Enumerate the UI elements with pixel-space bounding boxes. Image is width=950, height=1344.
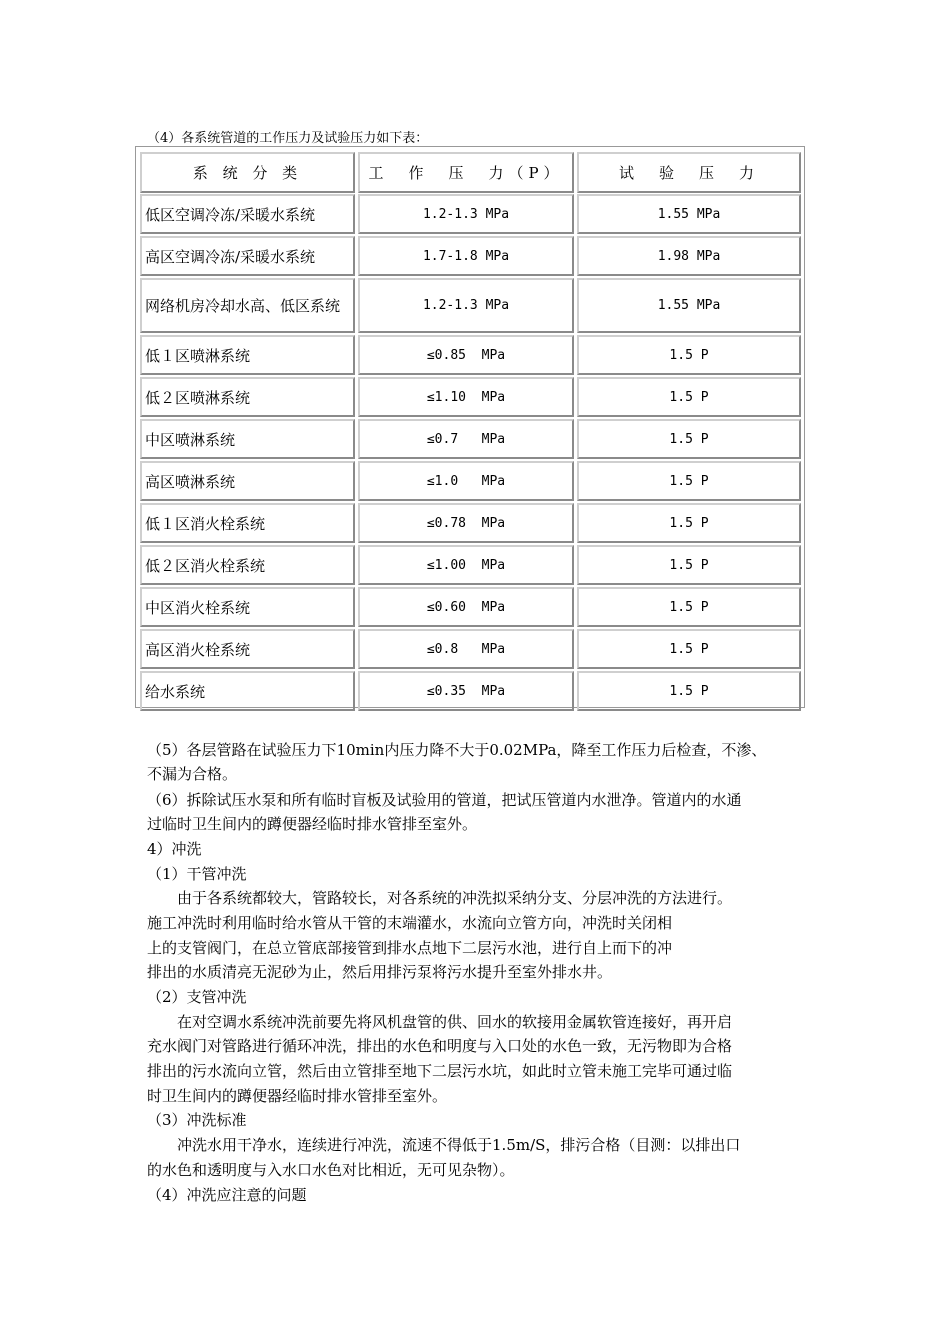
paragraph-line: 施工冲洗时利用临时给水管从干管的末端灌水，水流向立管方向，冲洗时关闭相: [147, 914, 673, 932]
paragraph-line: 排出的污水流向立管，然后由立管排至地下二层污水坑，如此时立管未施工完毕可通过临: [147, 1062, 733, 1080]
working-pressure: ≤0.8 MPa: [358, 629, 574, 669]
table-row: [136, 278, 804, 333]
table-row: [136, 629, 804, 669]
table-header-row: [136, 152, 804, 193]
paragraph-line: 充水阀门对管路进行循环冲洗，排出的水色和明度与入口处的水色一致，无污物即为合格: [147, 1037, 733, 1055]
table-row: [136, 503, 804, 543]
system-name: 低１区喷淋系统: [140, 335, 355, 375]
working-pressure: ≤0.78 MPa: [358, 503, 574, 543]
subsection-heading: （4）冲洗应注意的问题: [147, 1186, 307, 1204]
system-name: 低２区喷淋系统: [140, 377, 355, 417]
system-name: 低区空调冷冻/采暖水系统: [140, 194, 355, 234]
system-name: 中区消火栓系统: [140, 587, 355, 627]
test-pressure: 1.5 P: [577, 419, 801, 459]
pressure-table: [135, 146, 805, 708]
test-pressure: 1.55 MPa: [577, 278, 801, 333]
table-row: [136, 377, 804, 417]
system-name: 低１区消火栓系统: [140, 503, 355, 543]
table-row: [136, 461, 804, 501]
paragraph-line: 上的支管阀门，在总立管底部接管到排水点地下二层污水池，进行自上而下的冲: [147, 939, 673, 957]
working-pressure: ≤0.35 MPa: [358, 671, 574, 711]
working-pressure: ≤1.0 MPa: [358, 461, 574, 501]
paragraph-line: （5）各层管路在试验压力下10min内压力降不大于0.02MPa，降至工作压力后检查，不渗、: [147, 741, 767, 759]
paragraph-line: 不漏为合格。: [147, 765, 238, 783]
table-row: [136, 419, 804, 459]
table-row: [136, 671, 804, 711]
table-row: [136, 335, 804, 375]
test-pressure: 1.5 P: [577, 503, 801, 543]
working-pressure: ≤1.10 MPa: [358, 377, 574, 417]
paragraph-line: 排出的水质清亮无泥砂为止，然后用排污泵将污水提升至室外排水井。: [147, 963, 613, 981]
test-pressure: 1.5 P: [577, 461, 801, 501]
test-pressure: 1.5 P: [577, 587, 801, 627]
system-name: 中区喷淋系统: [140, 419, 355, 459]
test-pressure: 1.5 P: [577, 629, 801, 669]
test-pressure: 1.5 P: [577, 335, 801, 375]
system-name: 高区空调冷冻/采暖水系统: [140, 236, 355, 276]
working-pressure: ≤0.7 MPa: [358, 419, 574, 459]
system-name: 网络机房冷却水高、低区系统: [140, 278, 355, 333]
table-row: [136, 587, 804, 627]
working-pressure: 1.2-1.3 MPa: [358, 194, 574, 234]
system-name: 高区消火栓系统: [140, 629, 355, 669]
working-pressure: ≤0.60 MPa: [358, 587, 574, 627]
subsection-heading: （3）冲洗标准: [147, 1111, 247, 1129]
header-test-pressure: 试 验 压 力: [577, 152, 801, 193]
paragraph-line: 过临时卫生间内的蹲便器经临时排水管排至室外。: [147, 815, 478, 833]
table-row: [136, 236, 804, 276]
working-pressure: 1.7-1.8 MPa: [358, 236, 574, 276]
paragraph-line: 时卫生间内的蹲便器经临时排水管排至室外。: [147, 1087, 448, 1105]
subsection-heading: （1）干管冲洗: [147, 865, 247, 883]
test-pressure: 1.5 P: [577, 671, 801, 711]
header-working-pressure: 工 作 压 力（P）: [358, 152, 574, 193]
system-name: 给水系统: [140, 671, 355, 711]
working-pressure: 1.2-1.3 MPa: [358, 278, 574, 333]
system-name: 低２区消火栓系统: [140, 545, 355, 585]
paragraph-line: 在对空调水系统冲洗前要先将风机盘管的供、回水的软接用金属软管连接好，再开启: [147, 1013, 733, 1031]
working-pressure: ≤1.00 MPa: [358, 545, 574, 585]
paragraph-line: 的水色和透明度与入水口水色对比相近，无可见杂物）。: [147, 1161, 515, 1179]
table-caption: （4）各系统管道的工作压力及试验压力如下表：: [147, 131, 429, 146]
paragraph-line: （6）拆除试压水泵和所有临时盲板及试验用的管道，把试压管道内水泄净。管道内的水通: [147, 791, 742, 809]
paragraph-line: 由于各系统都较大，管路较长，对各系统的冲洗拟采纳分支、分层冲洗的方法进行。: [147, 889, 733, 907]
table-row: [136, 194, 804, 234]
section-heading: 4）冲洗: [147, 840, 202, 858]
test-pressure: 1.5 P: [577, 545, 801, 585]
header-system-category: 系 统 分 类: [140, 152, 355, 193]
table-row: [136, 545, 804, 585]
paragraph-line: 冲洗水用干净水，连续进行冲洗，流速不得低于1.5m/S，排污合格（目测：以排出口: [147, 1136, 741, 1154]
working-pressure: ≤0.85 MPa: [358, 335, 574, 375]
subsection-heading: （2）支管冲洗: [147, 988, 247, 1006]
system-name: 高区喷淋系统: [140, 461, 355, 501]
test-pressure: 1.55 MPa: [577, 194, 801, 234]
test-pressure: 1.98 MPa: [577, 236, 801, 276]
test-pressure: 1.5 P: [577, 377, 801, 417]
